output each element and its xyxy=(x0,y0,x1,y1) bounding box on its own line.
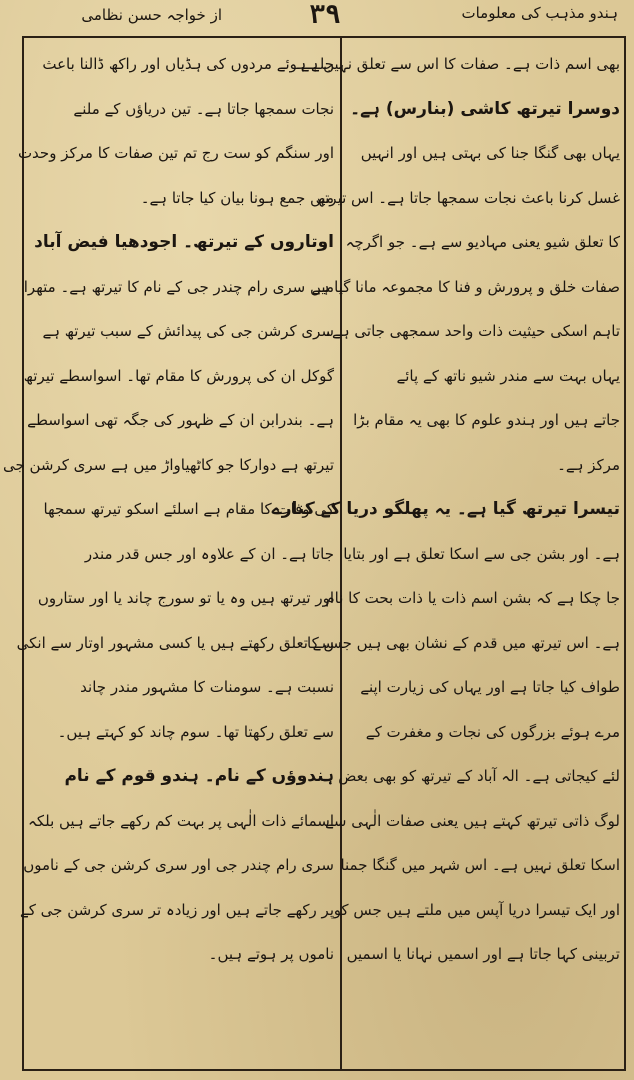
text-line: جلے ہوئے مردوں کی ہڈیاں اور راکھ ڈالنا باعث xyxy=(42,55,334,73)
text-line: تربینی کہا جاتا ہے اور اسمیں نہانا یا اسمیں xyxy=(346,945,620,963)
text-line: ہے۔ بندرابن ان کے ظہور کی جگہ تھی اسواسطے xyxy=(27,411,334,429)
text-line: تیرتھ ہے دوارکا جو کاٹھیاواڑ میں ہے سری کرشن جی xyxy=(2,455,334,474)
text-line: میں جمع ہونا بیان کیا جاتا ہے۔ xyxy=(140,188,334,207)
text-line: صفات خلق و پرورش و فنا کا مجموعہ مانا گیا ہے xyxy=(311,277,620,296)
section-heading-avatars: اوتاروں کے تیرتھ۔ اجودھیا فیض آباد xyxy=(34,232,334,252)
text-line: اور سنگم کو ست رج تم تین صفات کا مرکز وحدت xyxy=(17,144,334,162)
section-heading-gaya: تیسرا تیرتھ گیا ہے۔ یہ پھلگو دریا کے کنارے xyxy=(271,499,620,519)
text-line: ہے۔ اور بشن جی سے اسکا تعلق ہے اور بتایا xyxy=(343,544,620,563)
text-line: پر رکھے جاتے ہیں اور زیادہ تر سری کرشن جی کے xyxy=(19,900,334,919)
text-line: اور تیرتھ ہیں وہ یا تو سورج چاند یا اور ستاروں xyxy=(37,589,334,607)
section-heading-hindu-names: ہندوؤں کے نام۔ ہندو قوم کے نام xyxy=(64,766,334,786)
text-line: بھی اسم ذات ہے۔ صفات کا اس سے تعلق نہیں ہے xyxy=(300,55,620,73)
text-line: سے تعلق رکھتا تھا۔ سوم چاند کو کہتے ہیں۔ xyxy=(57,722,334,741)
text-line: گوکل ان کی پرورش کا مقام تھا۔ اسواسطے تیرتھ xyxy=(23,366,334,385)
author-line: از خواجہ حسن نظامی xyxy=(81,6,222,24)
text-line: مرے ہوئے بزرگوں کی نجات و مغفرت کے xyxy=(365,722,620,741)
left-column xyxy=(2,42,334,977)
text-line: میں سری رام چندر جی کے نام کا تیرتھ ہے۔ متھرا xyxy=(23,277,334,296)
text-line: غسل کرنا باعث نجات سمجھا جاتا ہے۔ اس تیرتھ xyxy=(315,188,620,207)
text-line: کا تعلق شیو یعنی مہادیو سے ہے۔ جو اگرچہ xyxy=(345,233,620,251)
text-line: طواف کیا جاتا ہے اور یہاں کی زیارت اپنے xyxy=(360,678,620,696)
text-line: لوگ ذاتی تیرتھ کہتے ہیں یعنی صفات الٰہی سے xyxy=(325,811,620,830)
text-line: ناموں پر ہوتے ہیں۔ xyxy=(208,945,334,963)
text-line: نسبت ہے۔ سومنات کا مشہور مندر چاند xyxy=(80,678,334,696)
running-title: ہندو مذہب کی معلومات xyxy=(461,4,618,22)
text-line: جاتا ہے۔ ان کے علاوہ اور جس قدر مندر xyxy=(84,544,334,563)
page-number: ۳۹ xyxy=(309,0,341,30)
text-line: کی وفات کا مقام ہے اسلئے اسکو تیرتھ سمجھا xyxy=(43,500,334,518)
text-line: اور ایک تیسرا دریا آپس میں ملتے ہیں جس کو xyxy=(333,900,620,919)
text-line: اسکا تعلق نہیں ہے۔ اس شہر میں گنگا جمنا xyxy=(340,856,620,874)
text-line: سے تعلق رکھتے ہیں یا کسی مشہور اوتار سے انکی xyxy=(16,633,334,652)
text-line: جا چکا ہے کہ بشن اسم ذات یا ذات بحت کا نام xyxy=(325,589,620,607)
text-line: جاتے ہیں اور ہندو علوم کا بھی یہ مقام بڑا xyxy=(353,411,620,429)
text-line: یہاں بہت سے مندر شیو ناتھ کے پائے xyxy=(396,366,620,385)
text-line: لئے کیجاتی ہے۔ الہ آباد کے تیرتھ کو بھی بعض xyxy=(338,767,620,785)
text-line: سری کرشن جی کی پیدائش کے سبب تیرتھ ہے xyxy=(42,322,334,340)
text-line: تاہم اسکی حیثیت ذات واحد سمجھی جاتی ہے۔ xyxy=(323,322,620,340)
text-line: ہے۔ اس تیرتھ میں قدم کے نشان بھی ہیں جس کا xyxy=(307,633,620,652)
text-line: یہاں بھی گنگا جنا کی بہتی ہیں اور انہیں xyxy=(360,144,620,162)
text-line: مرکز ہے۔ xyxy=(557,455,620,474)
text-line: اسمائے ذات الٰہی پر بہت کم رکھے جاتے ہیں بلکہ xyxy=(28,811,334,830)
text-line: نجات سمجھا جاتا ہے۔ تین دریاؤں کے ملنے xyxy=(73,99,334,118)
section-heading-kashi: دوسرا تیرتھ کاشی (بنارس) ہے۔ xyxy=(350,98,620,119)
text-line: سری رام چندر جی اور سری کرشن جی کے ناموں xyxy=(23,856,334,874)
